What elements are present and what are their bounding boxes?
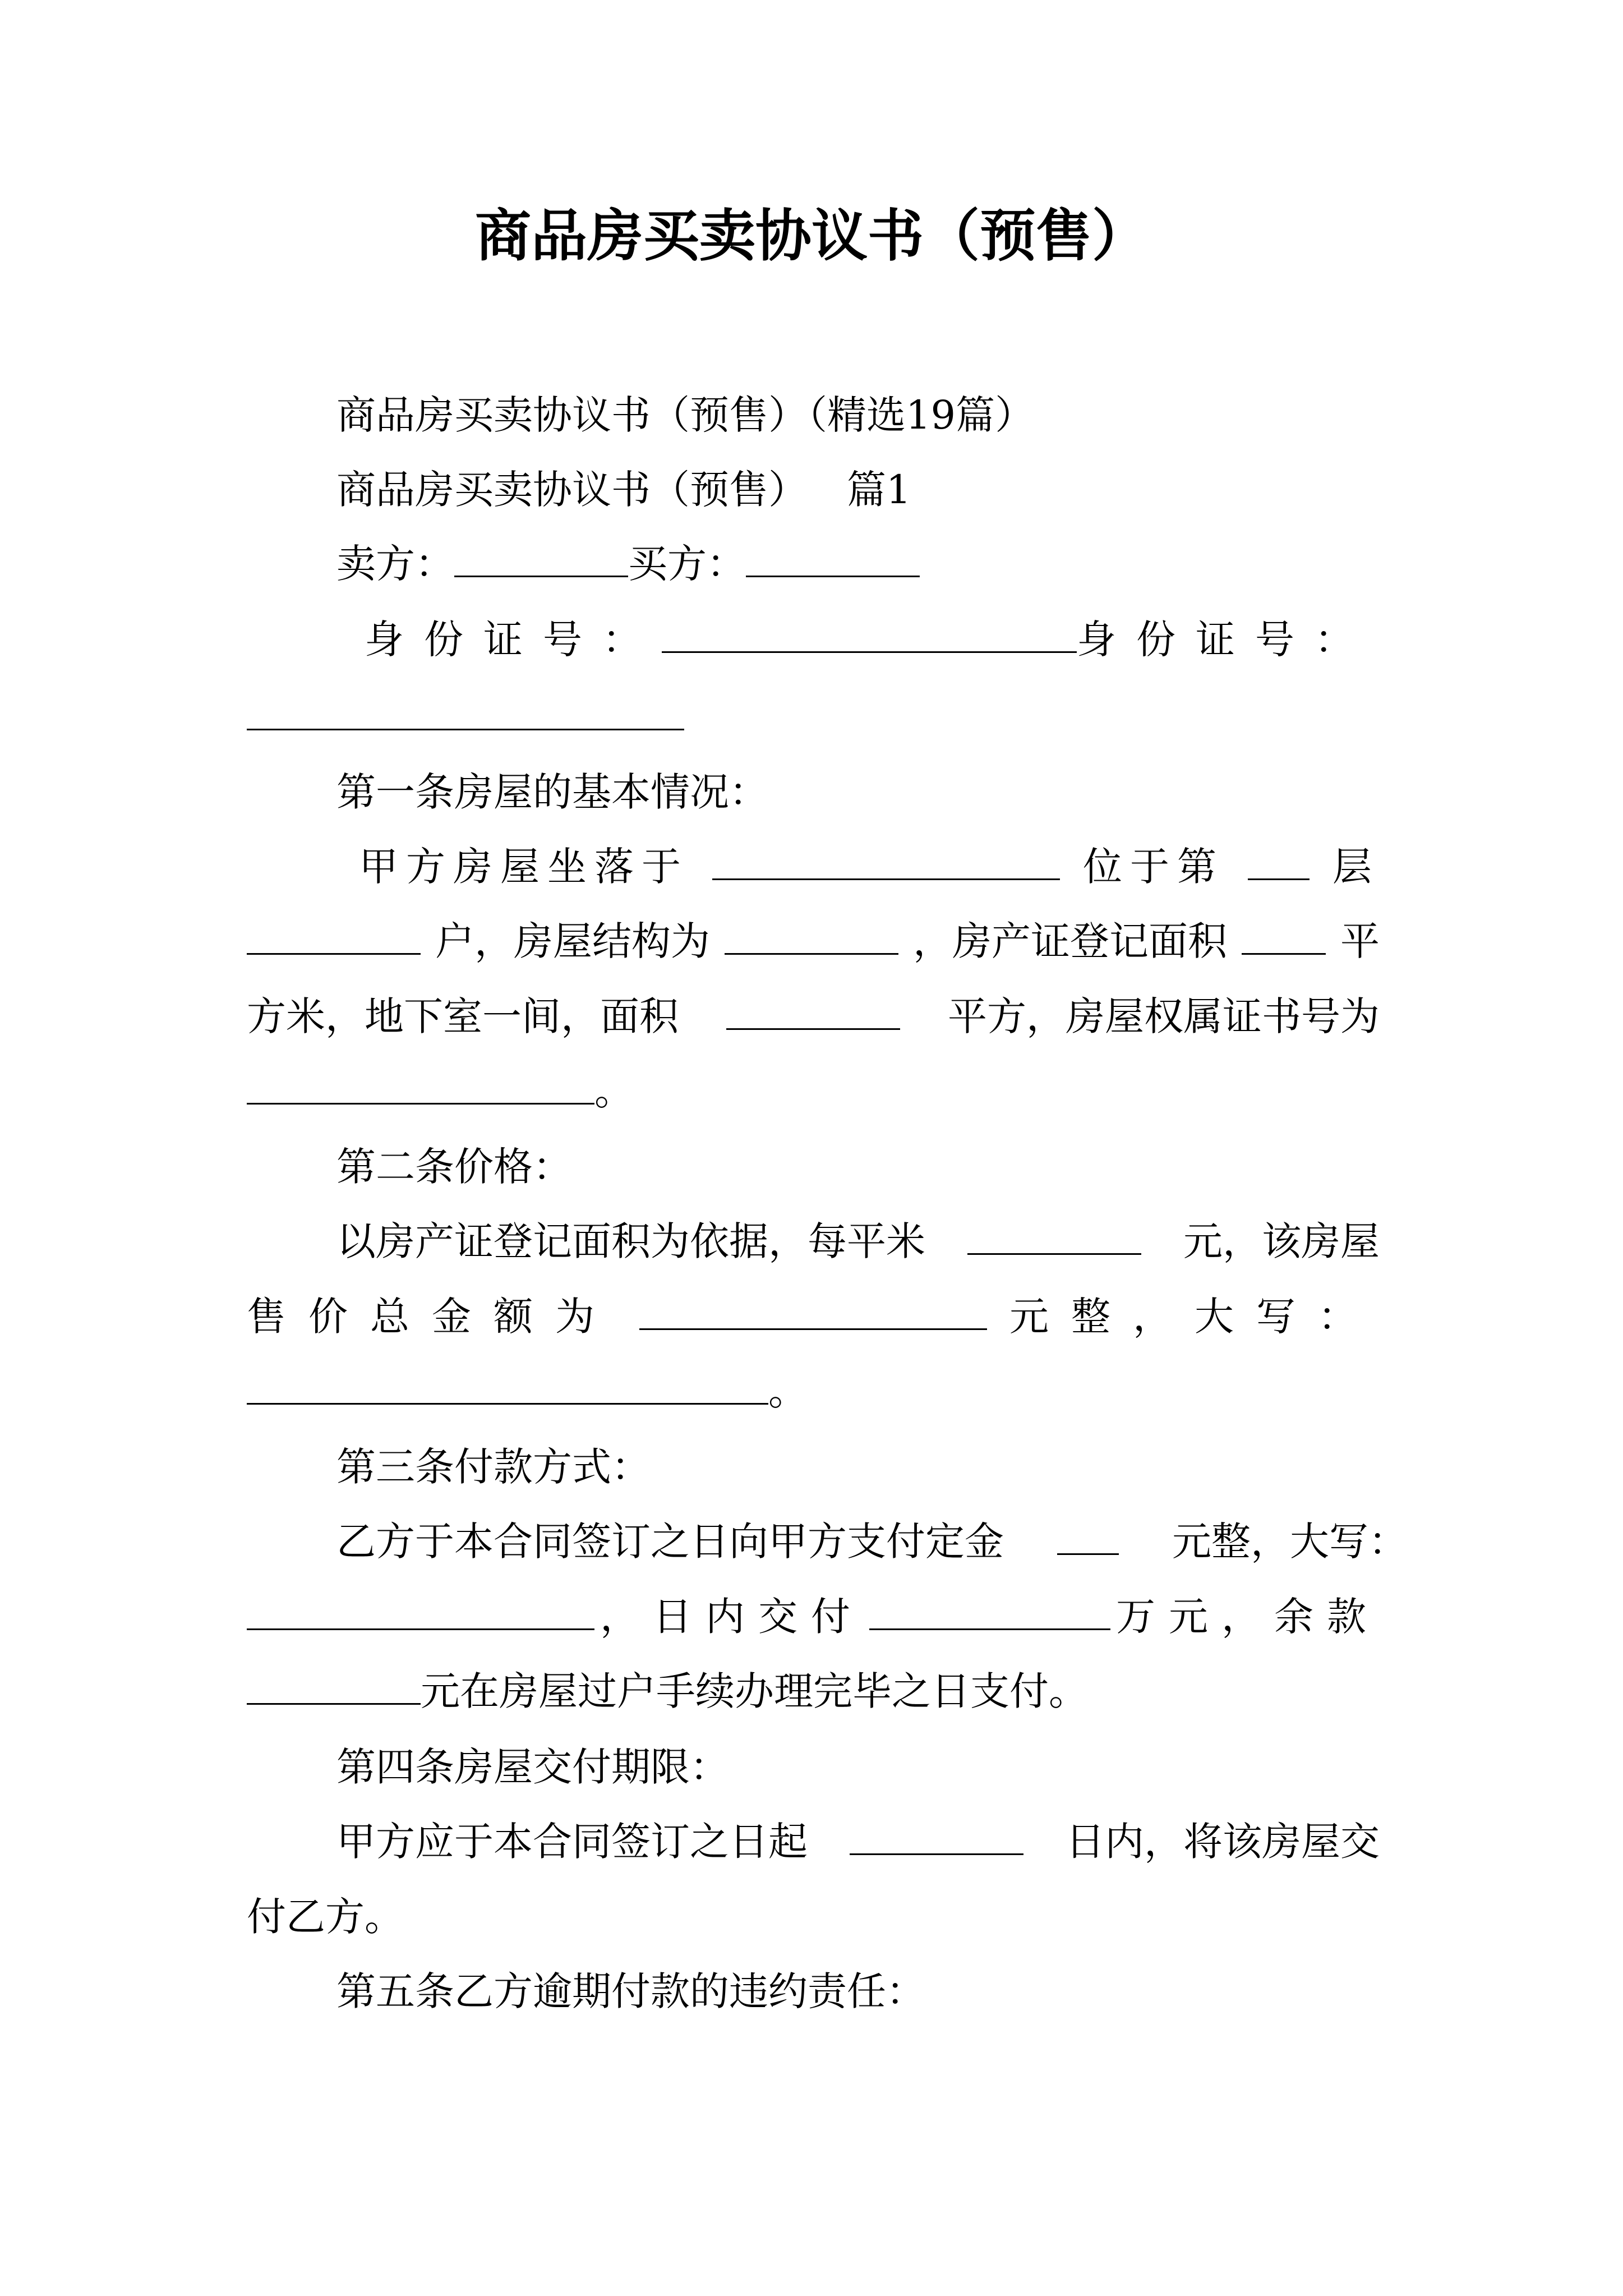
text: 第三条付款方式： <box>336 1444 651 1490</box>
text: 第四条房屋交付期限： <box>336 1744 729 1790</box>
text: 元整，大写： <box>1172 1519 1408 1565</box>
deposit-blank <box>1057 1520 1119 1555</box>
text: 位于第 <box>1083 844 1224 890</box>
text: 甲方应于本合同签订之日起 <box>336 1819 808 1865</box>
text: 商品房买卖协议书（预售）（精选19篇） <box>336 392 1035 438</box>
text: 篇1 <box>847 467 911 513</box>
article-3-line-1 <box>336 1513 1408 1570</box>
text: 层 <box>1332 844 1380 890</box>
subtitle-collection <box>336 387 1034 443</box>
total-price-blank <box>639 1295 987 1330</box>
text: 日内，将该房屋交 <box>1066 1819 1380 1865</box>
structure-blank <box>725 919 898 955</box>
seller-id-blank <box>662 618 1077 653</box>
balance-blank <box>247 1669 421 1705</box>
text: 甲方房屋坐落于 <box>359 844 689 890</box>
delivery-days-blank <box>850 1820 1023 1855</box>
certificate-blank <box>247 1069 594 1105</box>
text: ，房产证登记面积 <box>913 918 1227 964</box>
article-1-line-2 <box>247 913 1380 969</box>
seller-blank <box>454 542 628 577</box>
article-2-line-2 <box>247 1289 1380 1345</box>
text: ，日内交付 <box>600 1594 864 1640</box>
text: 。 <box>768 1368 808 1414</box>
text: 方米，地下室一间，面积 <box>247 993 679 1039</box>
text: 第二条价格： <box>336 1144 572 1190</box>
text: 万元，余款 <box>1116 1594 1380 1640</box>
buyer-label: 买方： <box>628 541 746 587</box>
location-blank <box>712 845 1060 880</box>
text: 付乙方。 <box>247 1894 404 1940</box>
article-3-heading <box>336 1439 651 1495</box>
total-price-words-blank <box>247 1369 768 1405</box>
seller-id-label: 身份证号： <box>365 616 662 662</box>
unit-price-blank <box>967 1220 1141 1255</box>
text: 第五条乙方逾期付款的违约责任： <box>336 1968 925 2014</box>
unit-blank <box>247 919 421 955</box>
article-heading <box>336 462 911 518</box>
parties-line <box>336 536 920 592</box>
buyer-id-label: 身份证号： <box>1077 616 1374 662</box>
document-title: 商品房买卖协议书（预售） <box>475 203 1148 269</box>
buyer-id-blank <box>247 695 684 730</box>
floor-blank <box>1248 845 1310 880</box>
text: 平 <box>1340 918 1380 964</box>
article-2-heading <box>336 1139 572 1195</box>
article-1-line-1 <box>359 839 1380 895</box>
payment-amount-blank <box>869 1595 1110 1630</box>
text: 乙方于本合同签订之日向甲方支付定金 <box>336 1519 1004 1565</box>
article-2-line-1 <box>336 1213 1380 1269</box>
seller-label: 卖方： <box>336 541 454 587</box>
article-4-line-1 <box>336 1814 1380 1870</box>
text: 以房产证登记面积为依据，每平米 <box>336 1218 925 1264</box>
text: 第一条房屋的基本情况： <box>336 769 768 815</box>
article-1-line-3 <box>247 988 1380 1045</box>
text: 元在房屋过户手续办理完毕之日支付。 <box>421 1668 1088 1714</box>
id-line <box>365 611 1374 668</box>
article-4-line-2 <box>247 1889 404 1945</box>
text: 平方，房屋权属证书号为 <box>948 993 1380 1039</box>
article-3-line-2 <box>247 1589 1380 1645</box>
buyer-blank <box>746 542 920 577</box>
article-1-line-4 <box>247 1063 634 1119</box>
article-4-heading <box>336 1739 729 1795</box>
text: 元，该房屋 <box>1183 1218 1380 1264</box>
article-3-line-3 <box>247 1663 1088 1719</box>
area-blank <box>1242 919 1326 955</box>
text: 售价总金额为 <box>247 1294 617 1340</box>
text: 元整，大写： <box>1009 1294 1380 1340</box>
text: 商品房买卖协议书（预售） <box>336 467 808 513</box>
article-1-heading <box>336 764 768 820</box>
deposit-words-blank <box>247 1595 594 1630</box>
id-continuation <box>247 689 684 745</box>
article-5-heading <box>336 1963 925 2019</box>
text: 户，房屋结构为 <box>435 918 710 964</box>
basement-area-blank <box>726 995 900 1030</box>
text: 。 <box>594 1068 634 1114</box>
article-2-line-3 <box>247 1363 808 1419</box>
